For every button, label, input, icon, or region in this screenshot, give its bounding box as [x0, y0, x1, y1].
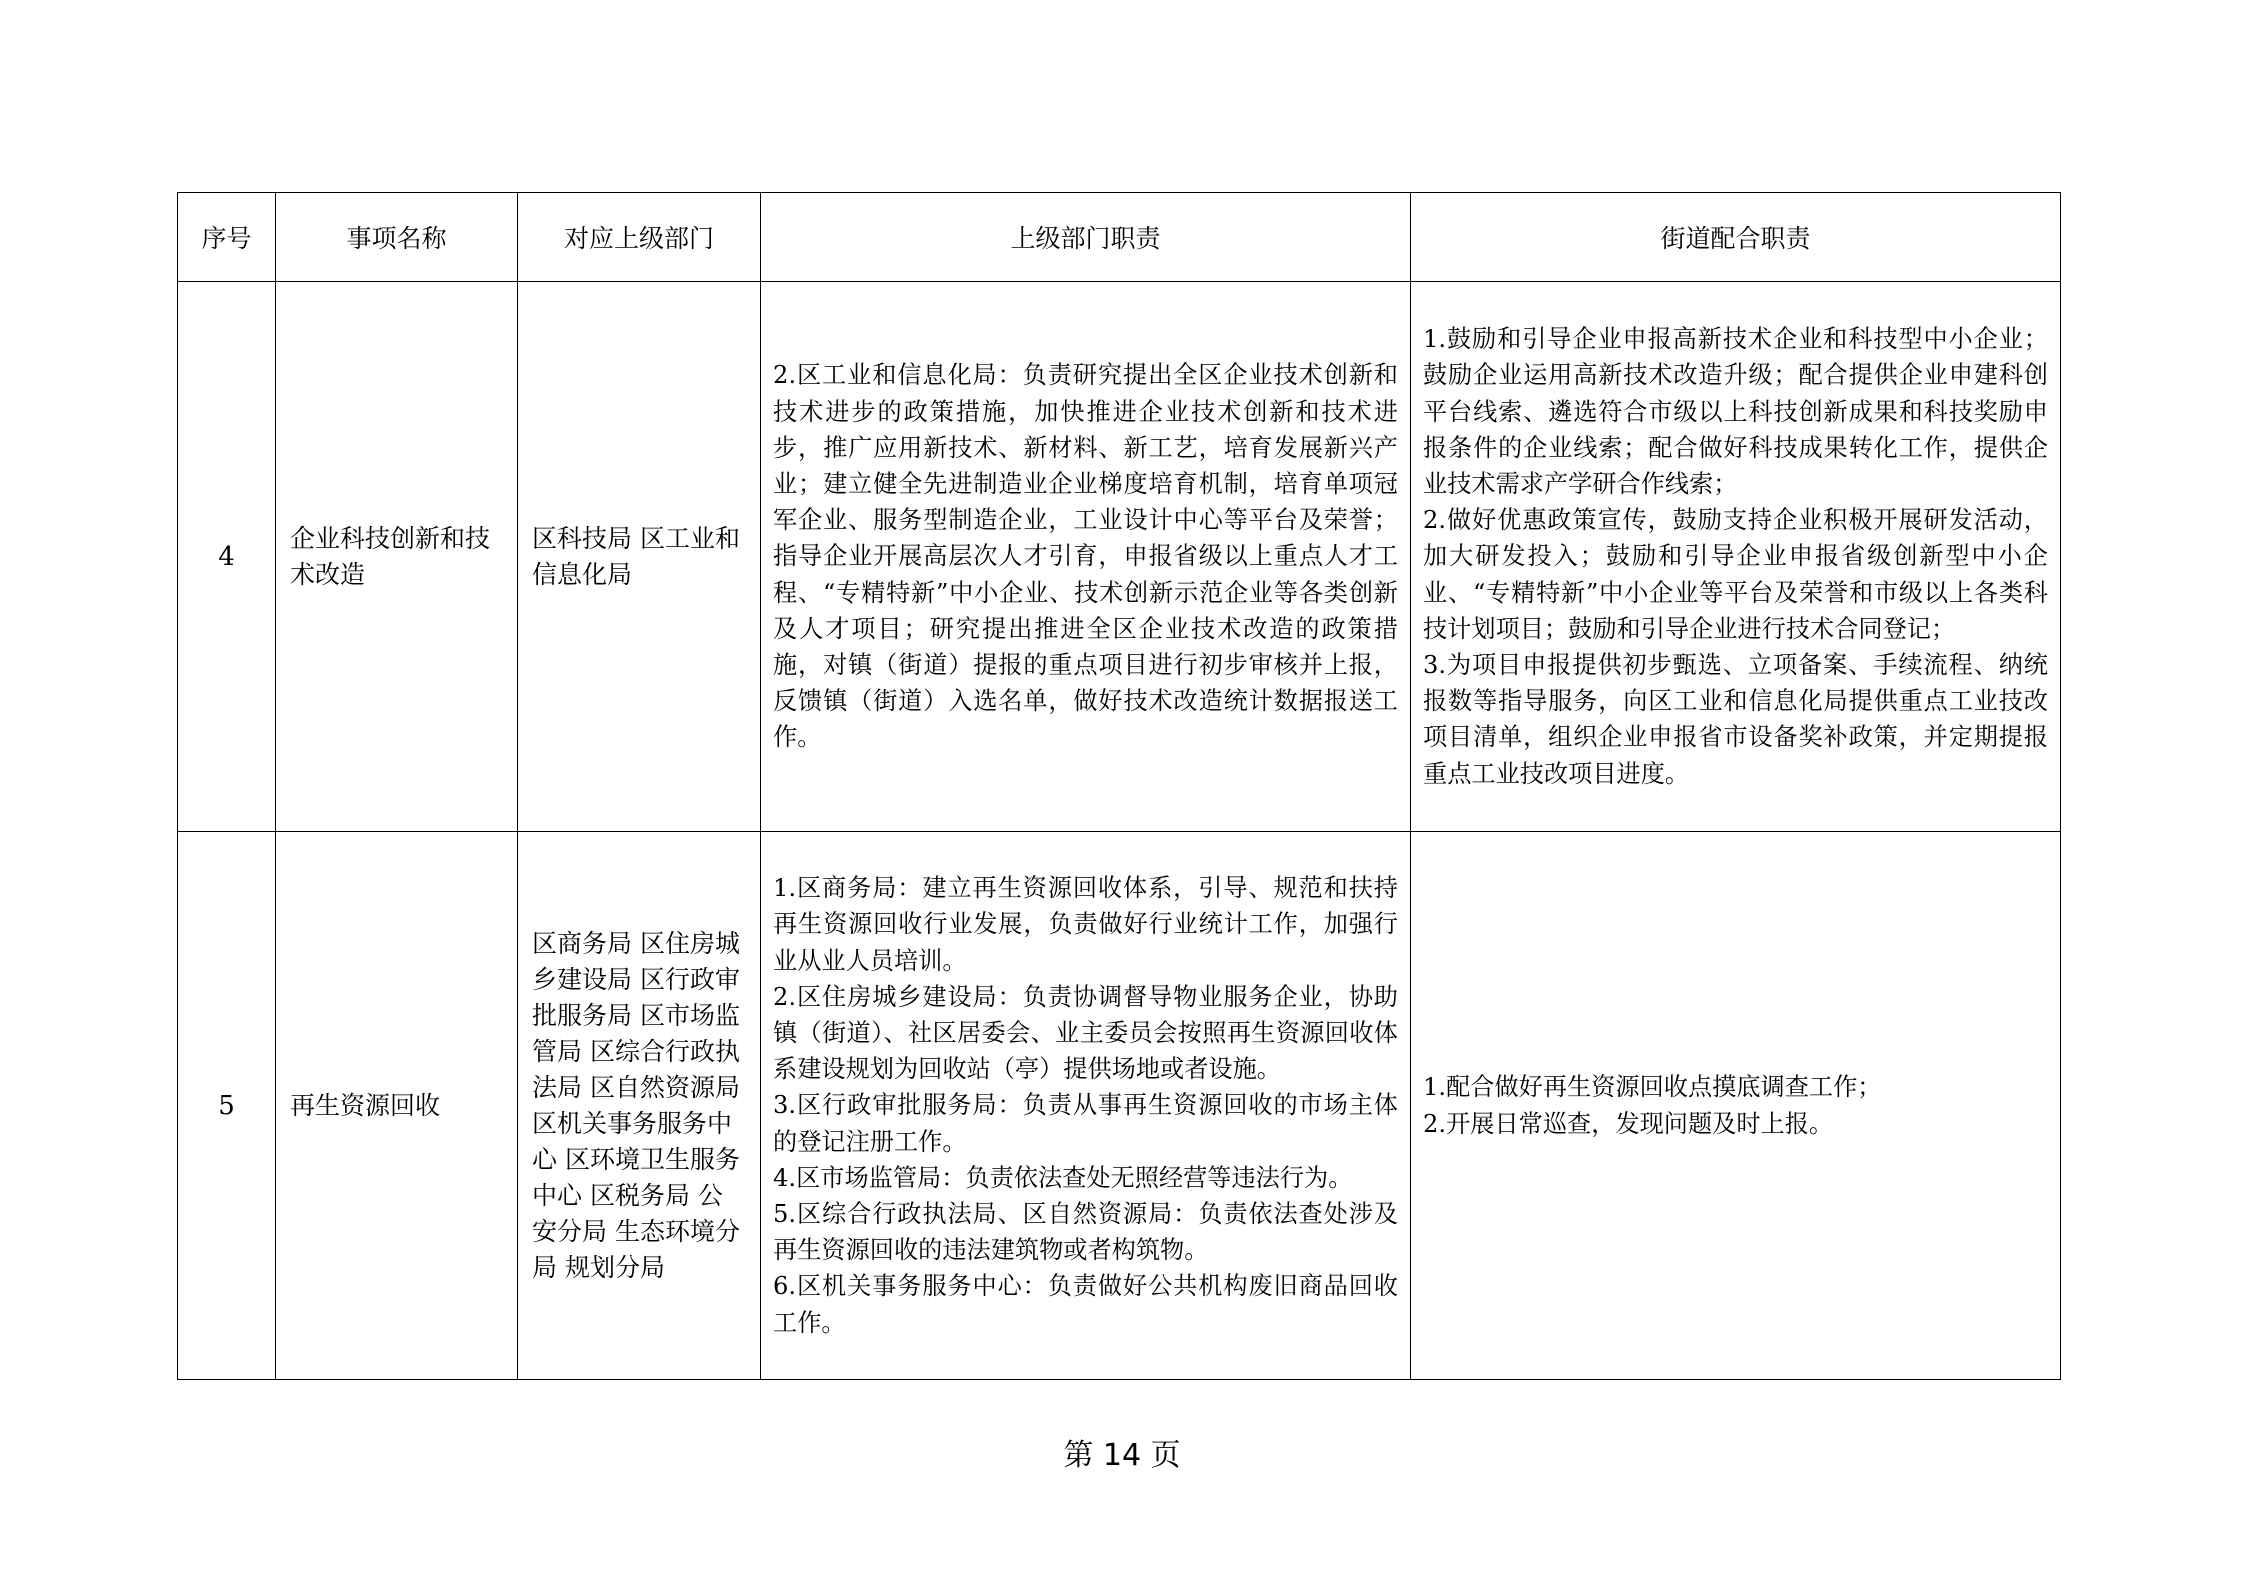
table-row [178, 832, 2061, 1380]
header-num: 序号 [178, 193, 276, 282]
duty-paragraph: 3.区行政审批服务局：负责从事再生资源回收的市场主体的登记注册工作。 [773, 1091, 1398, 1156]
header-item-name: 事项名称 [276, 193, 518, 282]
duty-paragraph: 2.区住房城乡建设局：负责协调督导物业服务企业，协助镇（街道）、社区居委会、业主委员会按照再生资源回收体系建设规划为回收站（亭）提供场地或者设施。 [773, 982, 1398, 1084]
header-street-duties: 街道配合职责 [1411, 193, 2061, 282]
row-street-duties [1411, 832, 2061, 1380]
duty-paragraph: 3.为项目申报提供初步甄选、立项备案、手续流程、纳统报数等指导服务，向区工业和信息化局提供重点工业技改项目清单，组织企业申报省市设备奖补政策，并定期提报重点工业技改项目进度。 [1423, 651, 2048, 788]
row-superior-duties [761, 282, 1411, 832]
row-num: 5 [178, 832, 276, 1380]
row-street-duties [1411, 282, 2061, 832]
duty-paragraph: 6.区机关事务服务中心：负责做好公共机构废旧商品回收工作。 [773, 1272, 1398, 1337]
duty-paragraph: 1.区商务局：建立再生资源回收体系，引导、规范和扶持再生资源回收行业发展，负责做好行业统计工作，加强行业从业人员培训。 [773, 874, 1398, 975]
duty-paragraph: 2.区工业和信息化局：负责研究提出全区企业技术创新和技术进步的政策措施，加快推进企业技术创新和技术进步，推广应用新技术、新材料、新工艺，培育发展新兴产业；建立健全先进制造业企业梯度培育机制，培育单项冠军企业、服务型制造企业，工业设计中心等平台及荣誉；指导企业开展高层次人才引育，申报省级以上重点人才工程、“专精特新”中小企业、技术创新示范企业等各类创新及人才项目；研究提出推进全区企业技术改造的政策措施，对镇（街道）提报的重点项目进行初步审核并上报，反馈镇（街道）入选名单，做好技术改造统计数据报送工作。 [773, 361, 1398, 752]
duty-paragraph: 5.区综合行政执法局、区自然资源局：负责依法查处涉及再生资源回收的违法建筑物或者构筑物。 [773, 1200, 1398, 1265]
header-row [178, 193, 2061, 282]
header-superior-dept: 对应上级部门 [518, 193, 761, 282]
duty-paragraph: 4.区市场监管局：负责依法查处无照经营等违法行为。 [773, 1163, 1353, 1192]
row-item-name: 再生资源回收 [276, 832, 518, 1380]
duty-paragraph: 2.开展日常巡查，发现问题及时上报。 [1423, 1109, 1834, 1138]
row-superior-dept: 区商务局 区住房城乡建设局 区行政审批服务局 区市场监管局 区综合行政执法局 区自然资源局 区机关事务服务中心 区环境卫生服务中心 区税务局 公安分局 生态环境分局 规划分局 [518, 832, 761, 1380]
page-number: 第 14 页 [1063, 1438, 1181, 1473]
table-row [178, 282, 2061, 832]
header-superior-duties: 上级部门职责 [761, 193, 1411, 282]
duty-paragraph: 1.配合做好再生资源回收点摸底调查工作； [1423, 1073, 1882, 1102]
row-superior-dept: 区科技局 区工业和信息化局 [518, 282, 761, 832]
duties-table [177, 192, 2061, 1380]
row-item-name: 企业科技创新和技术改造 [276, 282, 518, 832]
duty-paragraph: 1.鼓励和引导企业申报高新技术企业和科技型中小企业；鼓励企业运用高新技术改造升级；配合提供企业申建科创平台线索、遴选符合市级以上科技创新成果和科技奖励申报条件的企业线索；配合做好科技成果转化工作，提供企业技术需求产学研合作线索； [1423, 325, 2048, 498]
row-superior-duties [761, 832, 1411, 1380]
duty-paragraph: 2.做好优惠政策宣传，鼓励支持企业积极开展研发活动，加大研发投入；鼓励和引导企业申报省级创新型中小企业、“专精特新”中小企业等平台及荣誉和市级以上各类科技计划项目；鼓励和引导企业进行技术合同登记； [1423, 506, 2048, 643]
row-num: 4 [178, 282, 276, 832]
